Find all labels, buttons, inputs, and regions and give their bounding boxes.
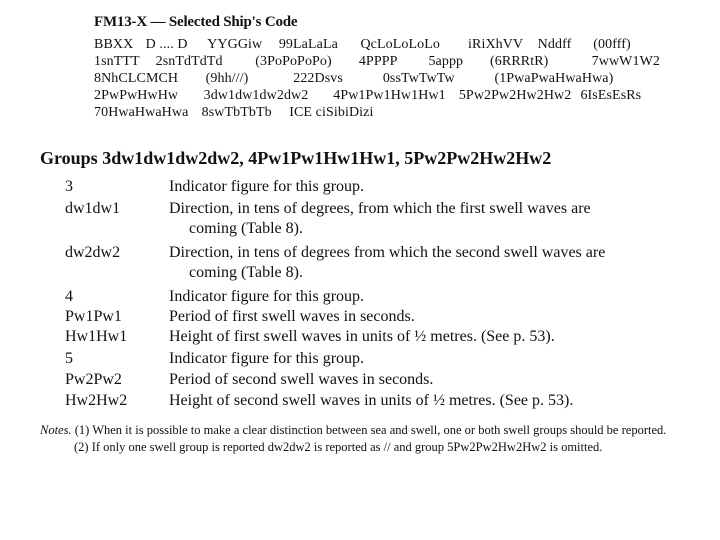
code-token: 222Dsvs (293, 71, 343, 86)
code-token: 70HwaHwaHwa (94, 105, 189, 120)
definition-term: 5 (65, 350, 73, 367)
definition-text: Height of second swell waves in units of ½ metres. (See p. 53). (169, 392, 574, 409)
definition-term: Hw2Hw2 (65, 392, 128, 409)
definition-text: Indicator figure for this group. (169, 288, 365, 305)
code-token: 2PwPwHwHw (94, 88, 179, 103)
code-token: (00fff) (593, 37, 631, 52)
code-token: 1snTTT (94, 54, 140, 69)
definition-term: dw2dw2 (65, 244, 121, 261)
code-token: YYGGiw (207, 37, 263, 52)
code-line-4 (94, 87, 641, 104)
definition-term: dw1dw1 (65, 200, 121, 217)
code-token: 6IsEsEsRs (580, 88, 642, 103)
definition-term: 3 (65, 178, 73, 195)
definition-text-continued: coming (Table 8). (189, 220, 303, 237)
definition-term: Pw1Pw1 (65, 308, 122, 325)
definition-text: Indicator figure for this group. (169, 178, 365, 195)
code-token: (3PoPoPoPo) (255, 54, 332, 69)
code-token: 4PPPP (358, 54, 398, 69)
definition-text: Indicator figure for this group. (169, 350, 365, 367)
definition-text: Period of first swell waves in seconds. (169, 308, 415, 325)
code-token: 5appp (428, 54, 464, 69)
note-2-text: (2) If only one swell group is reported dw2dw2 is reported as // and group 5Pw2Pw2Hw2Hw2 is omitted. (74, 440, 603, 454)
definition-text: Period of second swell waves in seconds. (169, 371, 434, 388)
note-1-text: (1) When it is possible to make a clear distinction between sea and swell, one or both swell groups should be reported. (74, 423, 667, 437)
code-token: BBXX (94, 37, 134, 52)
code-token: 8swTbTbTb (201, 105, 272, 120)
groups-heading: Groups 3dw1dw1dw2dw2, 4Pw1Pw1Hw1Hw1, 5Pw2Pw2Hw2Hw2 (40, 148, 552, 168)
note-1 (40, 422, 678, 438)
definition-term: Pw2Pw2 (65, 371, 122, 388)
code-token: 4Pw1Pw1Hw1Hw1 (333, 88, 446, 103)
code-token: QcLoLoLoLo (360, 37, 440, 52)
code-token: (9hh///) (205, 71, 249, 86)
code-token: (6RRRtR) (490, 54, 549, 69)
definition-text: Direction, in tens of degrees from which the second swell waves are (169, 244, 606, 261)
code-line-1 (94, 36, 631, 53)
code-token: 99LaLaLa (278, 37, 338, 52)
code-token: (1PwaPwaHwaHwa) (494, 71, 614, 86)
definition-text: Height of first swell waves in units of ½ metres. (See p. 53). (169, 328, 555, 345)
code-token: D .... D (145, 37, 188, 52)
code-line-2 (94, 53, 660, 70)
code-token: 7wwW1W2 (591, 54, 661, 69)
code-token: 5Pw2Pw2Hw2Hw2 (458, 88, 572, 103)
code-token: Nddff (537, 37, 572, 52)
code-token: iRiXhVV (468, 37, 524, 52)
code-line-5 (94, 104, 373, 121)
code-token: ICE ciSibiDizi (289, 105, 374, 120)
definition-text-continued: coming (Table 8). (189, 264, 303, 281)
code-token: 8NhCLCMCH (94, 71, 179, 86)
notes-section (40, 422, 678, 455)
code-token: 2snTdTdTd (155, 54, 223, 69)
code-title: FM13-X — Selected Ship's Code (94, 14, 298, 30)
notes-label: Notes. (40, 423, 72, 437)
note-2 (40, 439, 678, 455)
code-token: 0ssTwTwTw (382, 71, 455, 86)
definition-text-block (169, 199, 657, 239)
code-line-3 (94, 70, 613, 87)
definition-term: 4 (65, 288, 73, 305)
definition-text: Direction, in tens of degrees, from which the first swell waves are (169, 200, 591, 217)
code-token: 3dw1dw1dw2dw2 (203, 88, 309, 103)
definition-term: Hw1Hw1 (65, 328, 128, 345)
definition-text-block (169, 243, 657, 283)
